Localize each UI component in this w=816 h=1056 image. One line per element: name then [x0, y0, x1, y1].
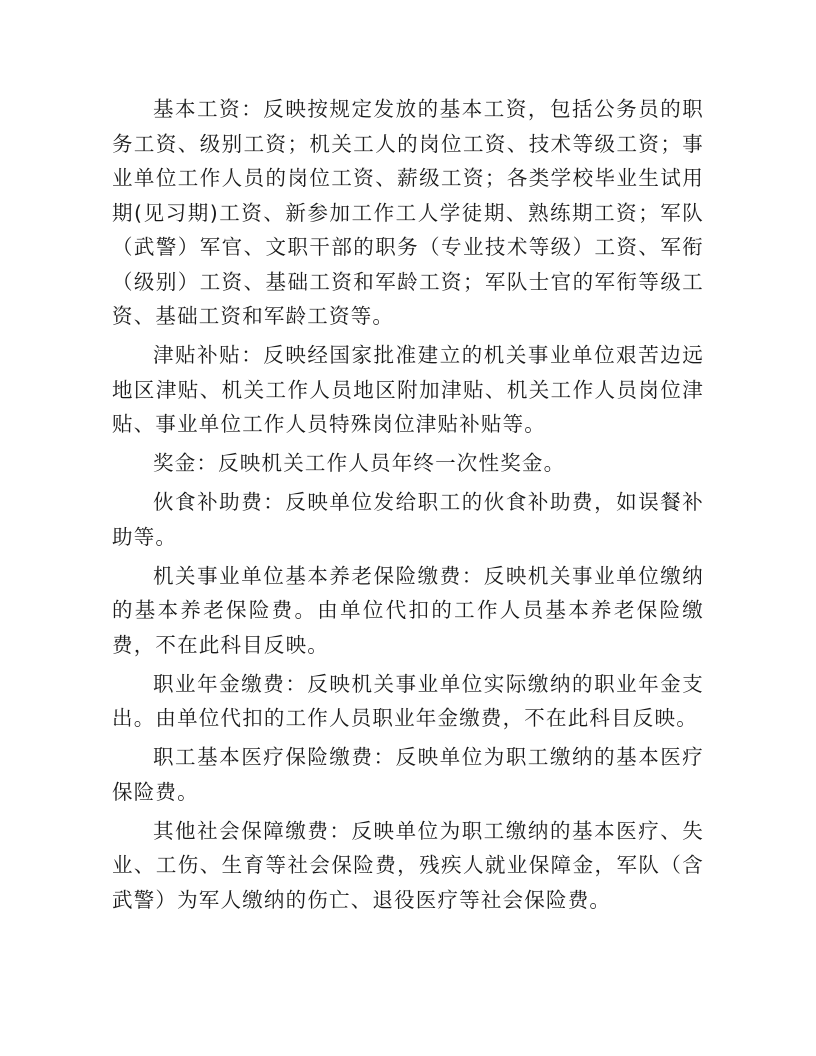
paragraph-medical-insurance: 职工基本医疗保险缴费：反映单位为职工缴纳的基本医疗保险费。 [112, 745, 704, 804]
document-page [112, 92, 704, 922]
paragraph-other-social-security: 其他社会保障缴费：反映单位为职工缴纳的基本医疗、失业、工伤、生育等社会保险费，残疾人就业保障金，军队（含武警）为军人缴纳的伤亡、退役医疗等社会保险费。 [112, 818, 704, 912]
paragraph-allowances: 津贴补贴：反映经国家批准建立的机关事业单位艰苦边远地区津贴、机关工作人员地区附加津贴、机关工作人员岗位津贴、事业单位工作人员特殊岗位津贴补贴等。 [112, 343, 704, 436]
paragraph-pension-insurance: 机关事业单位基本养老保险缴费：反映机关事业单位缴纳的基本养老保险费。由单位代扣的工作人员基本养老保险缴费，不在此科目反映。 [112, 563, 704, 657]
paragraph-meal-subsidy: 伙食补助费：反映单位发给职工的伙食补助费，如误餐补助等。 [112, 490, 704, 549]
paragraph-basic-salary: 基本工资：反映按规定发放的基本工资，包括公务员的职务工资、级别工资；机关工人的岗位工资、技术等级工资；事业单位工作人员的岗位工资、薪级工资；各类学校毕业生试用期(见习期)工资、新参加工作工人学徒期、熟练期工资；军队（武警）军官、文职干部的职务（专业技术等级）工资、军衔（级别）工资、基础工资和军龄工资；军队士官的军衔等级工资、基础工资和军龄工资等。 [112, 97, 704, 328]
paragraph-bonus: 奖金：反映机关工作人员年终一次性奖金。 [153, 451, 566, 475]
paragraph-occupational-annuity: 职业年金缴费：反映机关事业单位实际缴纳的职业年金支出。由单位代扣的工作人员职业年金缴费，不在此科目反映。 [112, 671, 704, 730]
